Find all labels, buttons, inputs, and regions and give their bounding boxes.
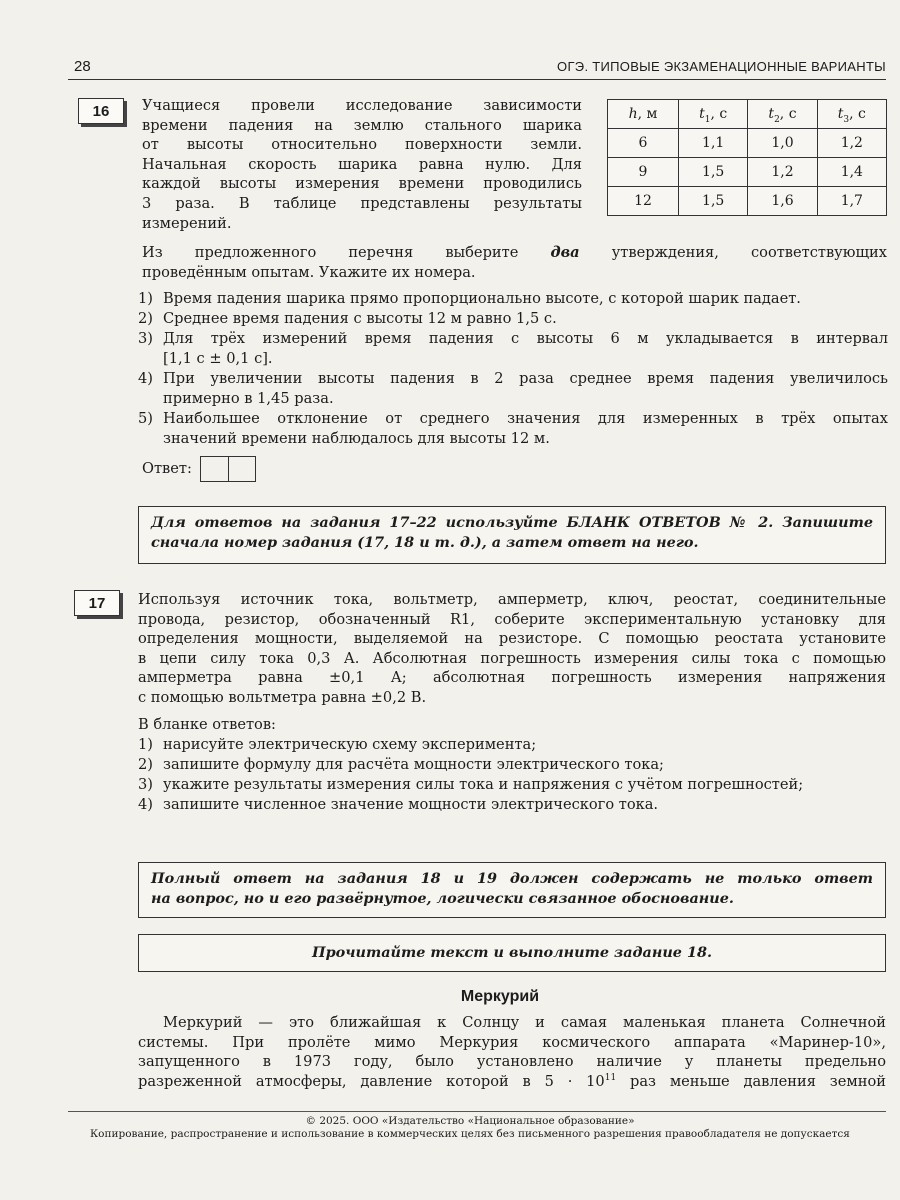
text-line: запущенного в 1973 году, было установлено наличие у планеты предельно: [138, 1053, 886, 1071]
task-line: в цепи силу тока 0,3 А. Абсолютная погрешность измерения силы тока с помощью: [138, 649, 886, 667]
task-16-intro: [142, 96, 582, 233]
table-cell: 1,5: [679, 187, 748, 216]
copyright: © 2025. ООО «Издательство «Национальное образование»: [305, 1115, 635, 1127]
table-cell: 1,4: [817, 158, 886, 187]
step-4: 4) запишите численное значение мощности электрического тока.: [138, 796, 659, 813]
table-header-row: [608, 100, 887, 129]
option-4: 4) При увеличении высоты падения в 2 раза среднее время падения увеличилось примерно в 1,45 раза.: [138, 370, 888, 407]
table-header-cell: $t_2$, с: [748, 100, 817, 129]
task-line: с помощью вольтметра равна ±0,2 В.: [138, 688, 427, 706]
table-cell: 1,7: [817, 187, 886, 216]
running-header: ОГЭ. ТИПОВЫЕ ЭКЗАМЕНАЦИОННЫЕ ВАРИАНТЫ: [557, 59, 886, 74]
table-cell: 9: [608, 158, 679, 187]
table-cell: 12: [608, 187, 679, 216]
step-2: 2) запишите формулу для расчёта мощности электрического тока;: [138, 756, 664, 773]
intro-line: измерений.: [142, 214, 232, 232]
intro-line: Начальная скорость шарика равна нулю. Для: [142, 155, 582, 173]
copyright-notice: Копирование, распространение и использование в коммерческих целях без письменного разрешения правообладателя не допускается: [90, 1128, 850, 1140]
table-cell: 1,0: [748, 129, 817, 158]
footer-rule: [68, 1111, 886, 1112]
mercury-text: [138, 1013, 886, 1091]
option-1: 1) Время падения шарика прямо пропорционально высоте, с которой шарик падает.: [138, 290, 801, 307]
intro-line: каждой высоты измерения времени проводились: [142, 175, 582, 193]
task-17-text: [138, 590, 886, 708]
step-3: 3) укажите результаты измерения силы тока и напряжения с учётом погрешностей;: [138, 776, 804, 793]
table-header-cell: $t_1$, с: [679, 100, 748, 129]
text-title: Меркурий: [460, 988, 540, 1005]
note-line: сначала номер задания (17, 18 и т. д.), а затем ответ на него.: [151, 534, 699, 551]
task-line: Используя источник тока, вольтметр, амперметр, ключ, реостат, соединительные: [138, 591, 886, 608]
answer-field[interactable]: [200, 456, 256, 482]
intro-line: Учащиеся провели исследование зависимости: [142, 97, 582, 114]
option-5: 5) Наибольшее отклонение от среднего значения для измеренных в трёх опытах значений времени наблюдалось для высоты 12 м.: [138, 410, 888, 447]
blank-intro: В бланке ответов:: [138, 716, 276, 733]
intro-line: 3 раза. В таблице представлены результаты: [142, 194, 582, 212]
table-row: [608, 187, 887, 216]
table-row: [608, 129, 887, 158]
measurement-table: [607, 99, 887, 216]
table-header-cell: h, м: [608, 100, 679, 129]
page-number: 28: [74, 58, 91, 75]
intro-line: от высоты относительно поверхности земли.: [142, 136, 582, 154]
intro-line: времени падения на землю стального шарика: [142, 116, 582, 134]
table-cell: 1,2: [817, 129, 886, 158]
task-17-number: 17: [74, 590, 120, 616]
task-line: амперметра равна ±0,1 А; абсолютная погрешность измерения напряжения: [138, 669, 886, 687]
note-line: Полный ответ на задания 18 и 19 должен содержать не только ответ: [151, 870, 873, 887]
table-header-cell: $t_3$, с: [817, 100, 886, 129]
task-line: провода, резистор, обозначенный R1, соберите экспериментальную установку для: [138, 610, 886, 628]
table-cell: 6: [608, 129, 679, 158]
task-16-number: 16: [78, 98, 124, 124]
table-cell: 1,6: [748, 187, 817, 216]
option-2: 2) Среднее время падения с высоты 12 м равно 1,5 с.: [138, 310, 557, 327]
table-cell: 1,5: [679, 158, 748, 187]
table-row: [608, 158, 887, 187]
answer-cell[interactable]: [229, 457, 256, 481]
note-line: на вопрос, но и его развёрнутое, логически связанное обоснование.: [151, 890, 734, 907]
instruction-box-read-text: Прочитайте текст и выполните задание 18.: [138, 934, 886, 972]
task-line: определения мощности, выделяемой на резисторе. С помощью реостата установите: [138, 630, 886, 648]
table-cell: 1,1: [679, 129, 748, 158]
answer-cell[interactable]: [201, 457, 229, 481]
answer-label: Ответ:: [142, 460, 192, 477]
option-3: 3) Для трёх измерений время падения с высоты 6 м укладывается в интервал [1,1 с ± 0,1 с].: [138, 330, 888, 367]
text-line: системы. При пролёте мимо Меркурия космического аппарата «Маринер-10»,: [138, 1033, 886, 1051]
table-cell: 1,2: [748, 158, 817, 187]
instruction-box-full-answer: [138, 862, 886, 918]
text-line: Меркурий — это ближайшая к Солнцу и самая маленькая планета Солнечной: [163, 1014, 886, 1031]
instruction-box-answers: [138, 506, 886, 564]
note-line: Для ответов на задания 17–22 используйте БЛАНК ОТВЕТОВ № 2. Запишите: [151, 514, 873, 531]
text-line: разреженной атмосферы, давление которой в $5 \cdot 10^{11}$ раз меньше давления земной: [138, 1072, 886, 1090]
task-16-instruction: Из предложенного перечня выберите два утверждения, соответствующих проведённым опытам. Укажите их номера.: [142, 244, 888, 281]
header-rule: [68, 79, 886, 80]
step-1: 1) нарисуйте электрическую схему эксперимента;: [138, 736, 537, 753]
